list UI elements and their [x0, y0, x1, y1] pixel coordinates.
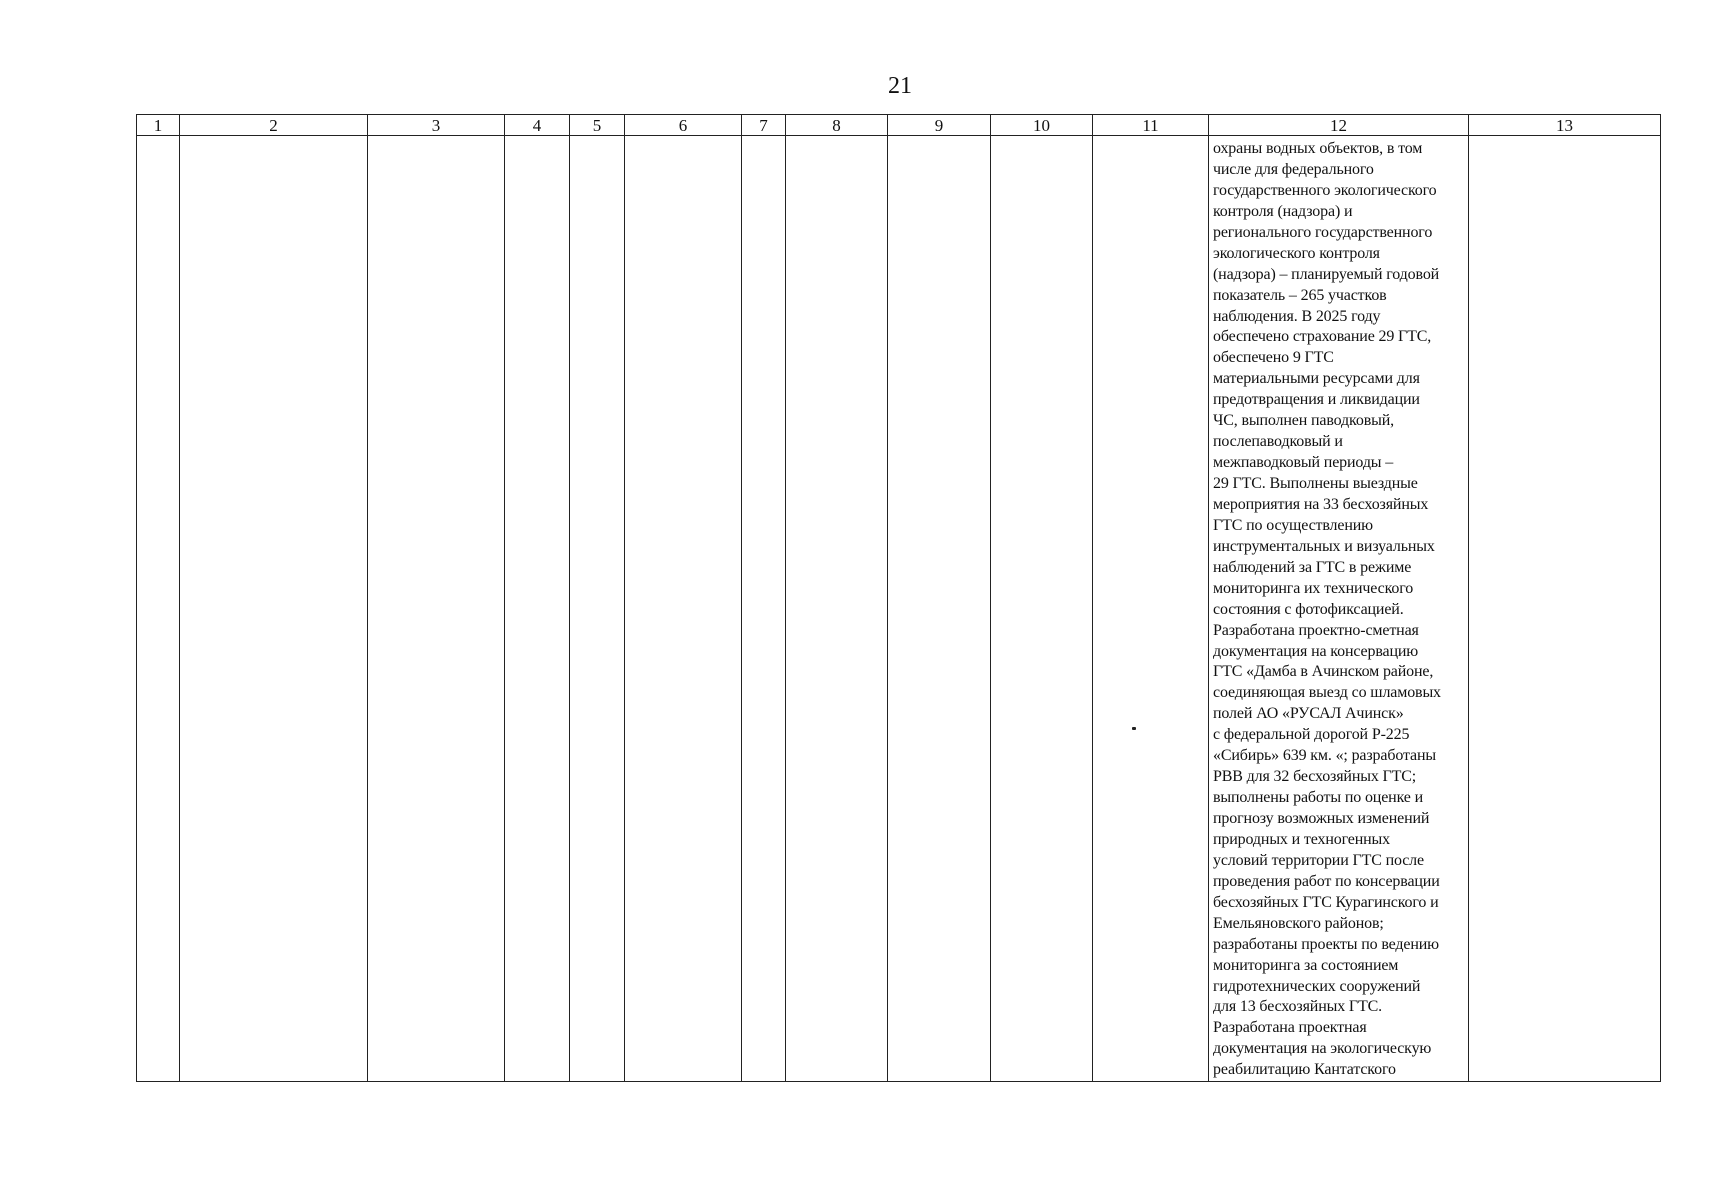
- column-header-11: 11: [1093, 115, 1209, 136]
- table-cell-col-4: [505, 136, 570, 1082]
- text-line: Емельяновского районов;: [1213, 914, 1384, 932]
- text-line: контроля (надзора) и: [1213, 202, 1353, 220]
- text-line: разработаны проекты по ведению: [1213, 935, 1439, 953]
- text-line: регионального государственного: [1213, 223, 1433, 241]
- text-line: (надзора) – планируемый годовой: [1213, 265, 1440, 283]
- column-header-5: 5: [570, 115, 625, 136]
- column-header-6: 6: [625, 115, 742, 136]
- column-header-1: 1: [137, 115, 180, 136]
- text-line: мониторинга за состоянием: [1213, 956, 1399, 974]
- text-line: Разработана проектная: [1213, 1019, 1367, 1037]
- table-cell-col-13: [1469, 136, 1661, 1082]
- text-line: документация на консервацию: [1213, 642, 1419, 660]
- column-header-9: 9: [888, 115, 991, 136]
- text-line: прогнозу возможных изменений: [1213, 810, 1430, 827]
- text-line: экологического контроля: [1213, 244, 1380, 262]
- column-header-13: 13: [1469, 115, 1661, 136]
- column-header-4: 4: [505, 115, 570, 136]
- table-cell-col-2: [180, 136, 368, 1082]
- table-cell-col-5: [570, 136, 625, 1082]
- text-line: обеспечено 9 ГТС: [1213, 349, 1334, 367]
- table-cell-col-12: [1209, 136, 1469, 1082]
- text-line: инструментальных и визуальных: [1213, 537, 1435, 555]
- text-line: реабилитацию Кантатского: [1213, 1061, 1396, 1079]
- text-line: показатель – 265 участков: [1213, 286, 1387, 304]
- text-line: с федеральной дорогой Р-225: [1213, 726, 1410, 744]
- text-line: мониторинга их технического: [1213, 579, 1414, 597]
- text-line: числе для федерального: [1213, 160, 1374, 178]
- text-line: «Сибирь» 639 км. «; разработаны: [1213, 747, 1436, 765]
- text-line: мероприятия на 33 бесхозяйных: [1213, 495, 1429, 513]
- table-cell-col-7: [742, 136, 786, 1082]
- table-row: [137, 136, 1661, 1082]
- column-header-12: 12: [1209, 115, 1469, 136]
- table-cell-col-11: [1093, 136, 1209, 1082]
- data-table: [136, 114, 1661, 1082]
- text-line: РВВ для 32 бесхозяйных ГТС;: [1213, 768, 1417, 786]
- column-12-text: [1209, 136, 1468, 1081]
- text-line: охраны водных объектов, в том: [1213, 140, 1423, 157]
- page-number: 21: [888, 73, 912, 99]
- column-header-2: 2: [180, 115, 368, 136]
- table-cell-col-1: [137, 136, 180, 1082]
- column-header-7: 7: [742, 115, 786, 136]
- text-line: наблюдений за ГТС в режиме: [1213, 558, 1412, 576]
- text-line: ЧС, выполнен паводковый,: [1213, 412, 1394, 430]
- text-line: материальными ресурсами для: [1213, 370, 1420, 388]
- text-line: обеспечено страхование 29 ГТС,: [1213, 328, 1432, 346]
- text-line: ГТС по осуществлению: [1213, 516, 1373, 534]
- text-line: ГТС «Дамба в Ачинском районе,: [1213, 663, 1434, 681]
- column-header-3: 3: [368, 115, 505, 136]
- text-line: предотвращения и ликвидации: [1213, 391, 1420, 409]
- column-header-10: 10: [991, 115, 1093, 136]
- text-line: послепаводковый и: [1213, 433, 1343, 451]
- text-line: документация на экологическую: [1213, 1040, 1432, 1058]
- text-line: 29 ГТС. Выполнены выездные: [1213, 475, 1418, 492]
- text-line: наблюдения. В 2025 году: [1213, 307, 1381, 325]
- table-cell-col-6: [625, 136, 742, 1082]
- text-line: государственного экологического: [1213, 181, 1437, 199]
- text-line: Разработана проектно-сметная: [1213, 621, 1419, 639]
- table-cell-col-3: [368, 136, 505, 1082]
- text-line: гидротехнических сооружений: [1213, 977, 1421, 995]
- table-header-row: [137, 115, 1661, 136]
- text-line: проведения работ по консервации: [1213, 872, 1440, 890]
- text-line: состояния с фотофиксацией.: [1213, 600, 1404, 618]
- table-cell-col-8: [786, 136, 888, 1082]
- text-line: межпаводковый периоды –: [1213, 454, 1394, 472]
- table-cell-col-10: [991, 136, 1093, 1082]
- text-line: условий территории ГТС после: [1213, 851, 1424, 869]
- scan-speck: [1132, 727, 1136, 730]
- text-line: бесхозяйных ГТС Курагинского и: [1213, 893, 1439, 911]
- table-cell-col-9: [888, 136, 991, 1082]
- text-line: соединяющая выезд со шламовых: [1213, 684, 1441, 702]
- text-line: природных и техногенных: [1213, 830, 1391, 848]
- column-header-8: 8: [786, 115, 888, 136]
- text-line: выполнены работы по оценке и: [1213, 789, 1424, 807]
- text-line: полей АО «РУСАЛ Ачинск»: [1213, 705, 1404, 723]
- text-line: для 13 бесхозяйных ГТС.: [1213, 998, 1382, 1016]
